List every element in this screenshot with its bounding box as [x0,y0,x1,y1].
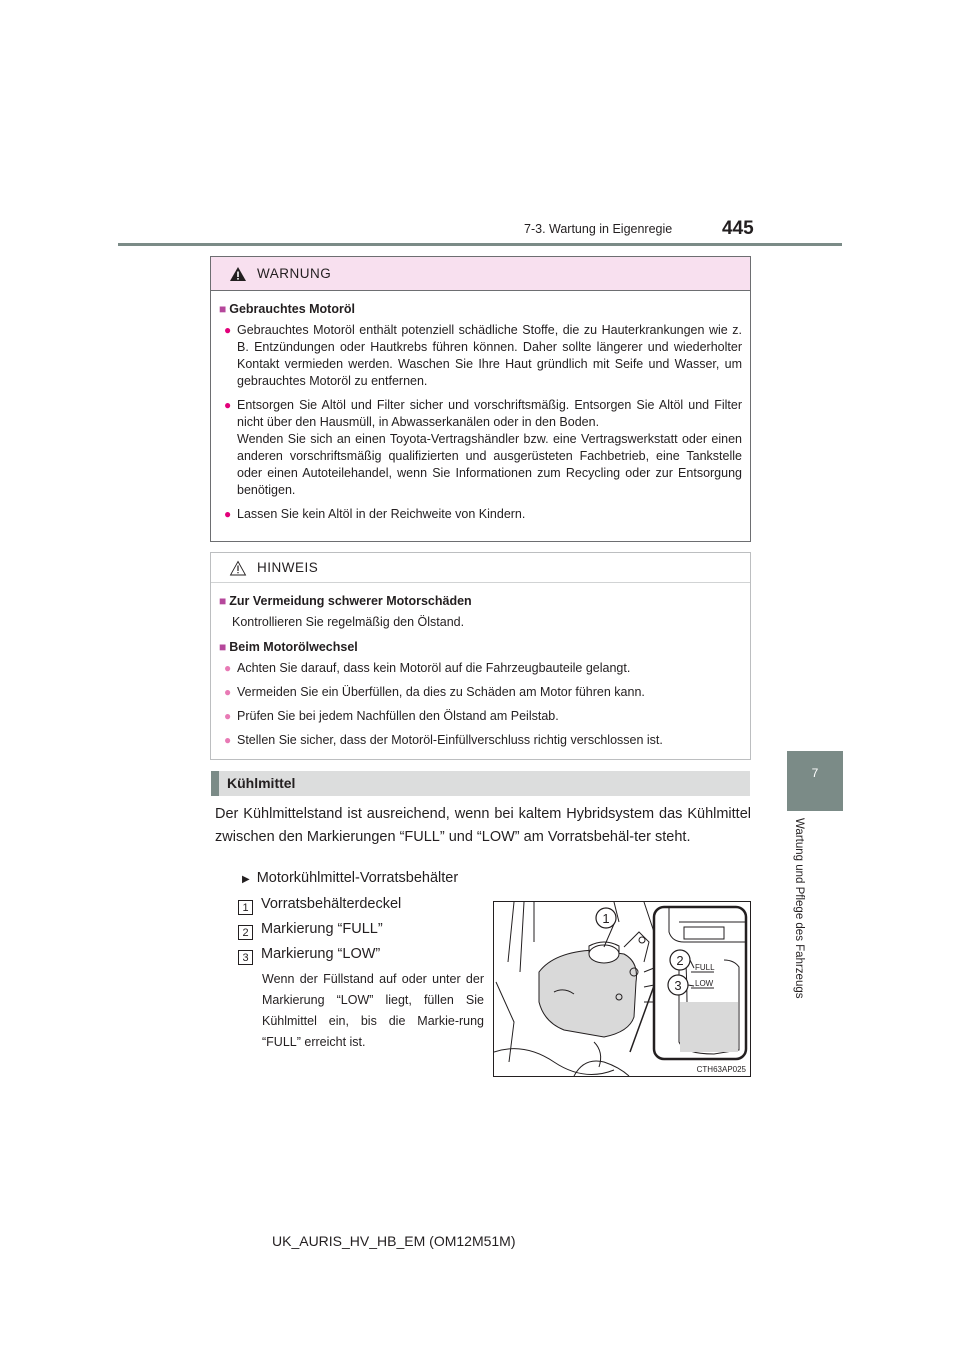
document-id: UK_AURIS_HV_HB_EM (OM12M51M) [272,1233,516,1249]
list-item-text-part1: Entsorgen Sie Altöl und Filter sicher und vorschriftsmäßig. Entsorgen Sie Altöl und Filter nicht über den Hausmüll, in Abwasserkanälen oder in den Boden. [237,398,742,429]
list-item [224,708,742,725]
warning-header [211,257,750,291]
callout-2: 2 [676,953,684,968]
callout-1: 1 [602,911,610,926]
list-item-text: Gebrauchtes Motoröl enthält potenziell schädliche Stoffe, die zu Hauterkrankungen wie z. B. Entzündungen oder Hautkrebs führen können. Daher sollte längerer und wiederholter Kontakt vermieden werden. Waschen Sie Ihre Haut gründlich mit Seife und Wasser, um gebrauchtes Motoröl zu entfernen. [237,323,742,388]
warning-title: WARNUNG [257,266,332,281]
dot-bullet-icon: ● [224,709,232,723]
notice-heading-2 [219,639,742,656]
square-bullet-icon: ■ [219,594,227,608]
section-title: 7-3. Wartung in Eigenregie [524,222,673,236]
notice-header [211,553,750,583]
list-item-text [237,397,742,499]
item-heading [242,870,458,886]
list-item-text: Lassen Sie kein Altöl in der Reichweite von Kindern. [237,507,526,521]
warning-icon [229,266,247,282]
list-item [224,684,742,701]
chapter-title: Wartung und Pflege des Fahrzeugs [793,818,805,999]
list-item-text: Stellen Sie sicher, dass der Motoröl-Einfüllverschluss richtig verschlossen ist. [237,733,663,747]
legend-number: 3 [238,950,253,965]
dot-bullet-icon: ● [224,685,232,699]
notice-text: Kontrollieren Sie regelmäßig den Ölstand. [232,615,465,629]
legend-label: Markierung “LOW” [261,946,381,962]
notice-heading-1 [219,593,742,610]
coolant-note: Wenn der Füllstand auf oder unter der Markierung “LOW” liegt, füllen Sie Kühlmittel ein, bis die Markie-rung “FULL” erreicht ist. [262,972,484,1049]
list-item [224,660,742,677]
notice-heading-text: Beim Motorölwechsel [229,640,358,654]
coolant-reservoir-figure [493,901,751,1077]
list-item-text: Vermeiden Sie ein Überfüllen, da dies zu Schäden am Motor führen kann. [237,685,645,699]
dot-bullet-icon: ● [224,398,232,412]
coolant-paragraph: Der Kühlmittelstand ist ausreichend, wenn bei kaltem Hybridsystem das Kühlmittel zwischen den Markierungen “FULL” und “LOW” am Vorratsbehäl-ter steht. [215,806,751,845]
low-mark: LOW [695,979,714,988]
list-item [224,732,742,749]
engine-bay-illustration [494,902,750,1076]
dot-bullet-icon: ● [224,323,232,337]
legend-label: Vorratsbehälterdeckel [261,896,402,912]
chapter-tab [787,751,843,811]
header-divider [118,243,842,246]
notice-heading-text: Zur Vermeidung schwerer Motorschäden [229,594,472,608]
full-mark: FULL [695,963,715,972]
figure-code: CTH63AP025 [696,1065,746,1074]
warning-box [210,256,751,542]
dot-bullet-icon: ● [224,661,232,675]
list-item-text: Prüfen Sie bei jedem Nachfüllen den Ölstand am Peilstab. [237,709,559,723]
notice-body [211,583,750,749]
square-bullet-icon: ■ [219,302,227,316]
notice-box [210,552,751,760]
dot-bullet-icon: ● [224,733,232,747]
list-item [224,506,742,523]
caution-icon [229,560,247,576]
list-item-text: Achten Sie darauf, dass kein Motoröl auf die Fahrzeugbauteile gelangt. [237,661,631,675]
warning-heading-text: Gebrauchtes Motoröl [229,302,355,316]
notice-title: HINWEIS [257,560,319,575]
legend-number: 2 [238,925,253,940]
page-number: 445 [722,218,754,239]
list-item [224,397,742,499]
list-item-text-part2: Wenden Sie sich an einen Toyota-Vertragshändler bzw. eine Vertragswerkstatt oder einen anderen vorschriftsmäßig qualifizierten und ausgerüsteten Fachbetrieb, eine Tankstelle oder einen Autoteilehandel, wenn Sie Informationen zum Recycling oder zur Entsorgung benötigen. [237,432,742,497]
item-heading-text: Motorkühlmittel-Vorratsbehälter [256,870,459,886]
legend-label: Markierung “FULL” [261,921,383,937]
warning-heading [219,301,742,318]
legend-number: 1 [238,900,253,915]
warning-body [211,291,750,523]
list-item [224,322,742,390]
square-bullet-icon: ■ [219,640,227,654]
triangle-bullet-icon: ▶ [242,874,250,885]
dot-bullet-icon: ● [224,507,232,521]
chapter-number: 7 [811,766,819,780]
callout-3: 3 [674,978,682,993]
section-heading: Kühlmittel [211,771,750,796]
